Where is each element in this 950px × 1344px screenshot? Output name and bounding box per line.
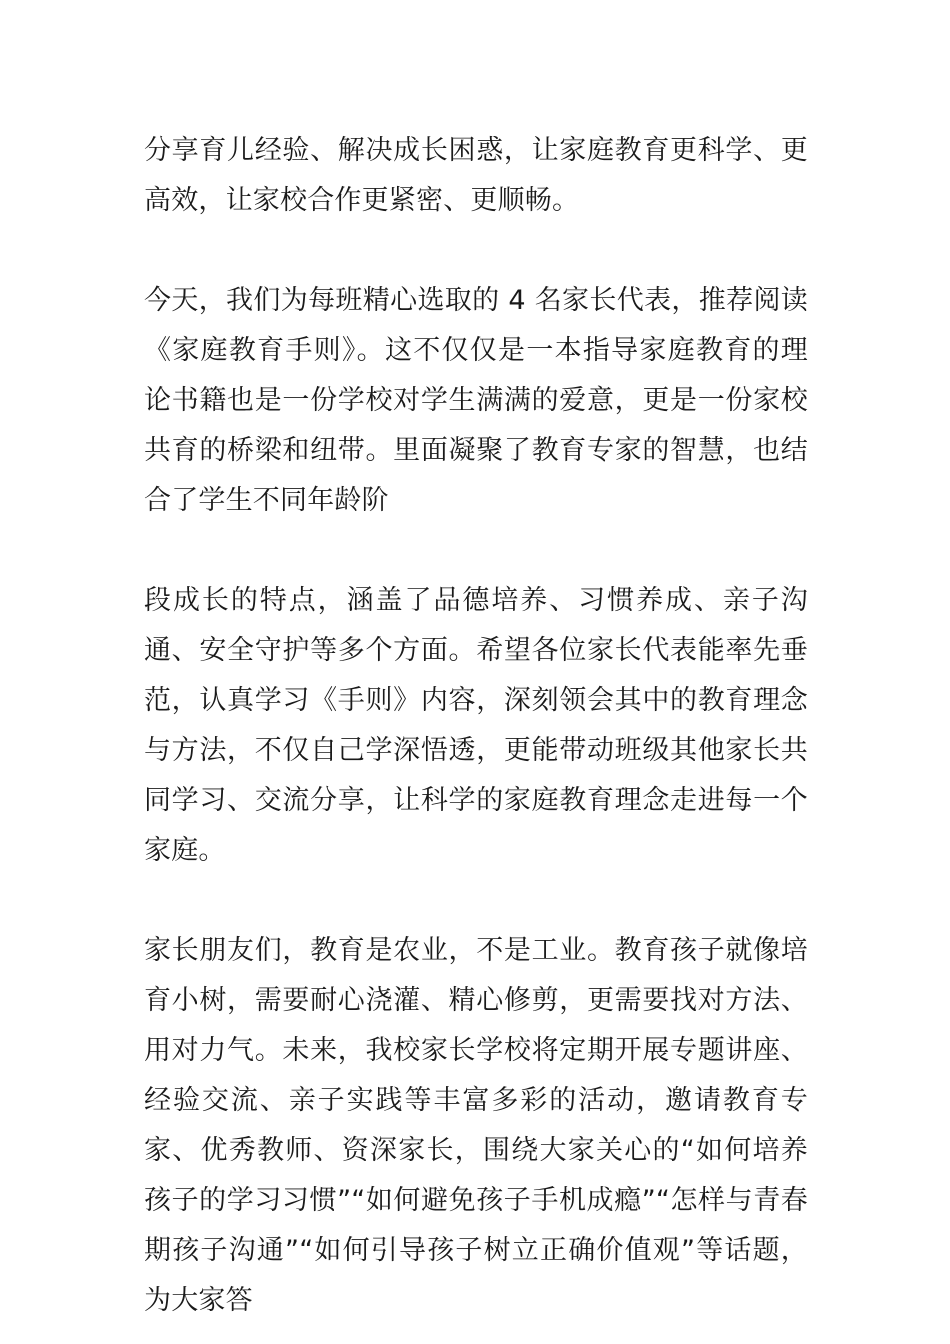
paragraph-2: 今天，我们为每班精心选取的 4 名家长代表，推荐阅读《家庭教育手则》。这不仅仅是一本指导家庭教育的理论书籍也是一份学校对学生满满的爱意，更是一份家校共育的桥梁和纽带。里面凝聚了教育专家的智慧，也结合了学生不同年龄阶 — [144, 285, 808, 516]
paragraph-3: 段成长的特点，涵盖了品德培养、习惯养成、亲子沟通、安全守护等多个方面。希望各位家长代表能率先垂范，认真学习《手则》内容，深刻领会其中的教育理念与方法，不仅自己学深悟透，更能带动班级其他家长共同学习、交流分享，让科学的家庭教育理念走进每一个家庭。 — [144, 585, 808, 866]
paragraph-4: 家长朋友们，教育是农业，不是工业。教育孩子就像培育小树，需要耐心浇灌、精心修剪，更需要找对方法、用对力气。未来，我校家长学校将定期开展专题讲座、经验交流、亲子实践等丰富多彩的活动，邀请教育专家、优秀教师、资深家长，围绕大家关心的“如何培养孩子的学习习惯”“如何避免孩子手机成瘾”“怎样与青春期孩子沟通”“如何引导孩子树立正确价值观”等话题，为大家答 — [144, 935, 808, 1316]
document-body — [144, 126, 808, 1326]
paragraph-1: 分享育儿经验、解决成长困惑，让家庭教育更科学、更高效，让家校合作更紧密、更顺畅。 — [144, 135, 808, 216]
